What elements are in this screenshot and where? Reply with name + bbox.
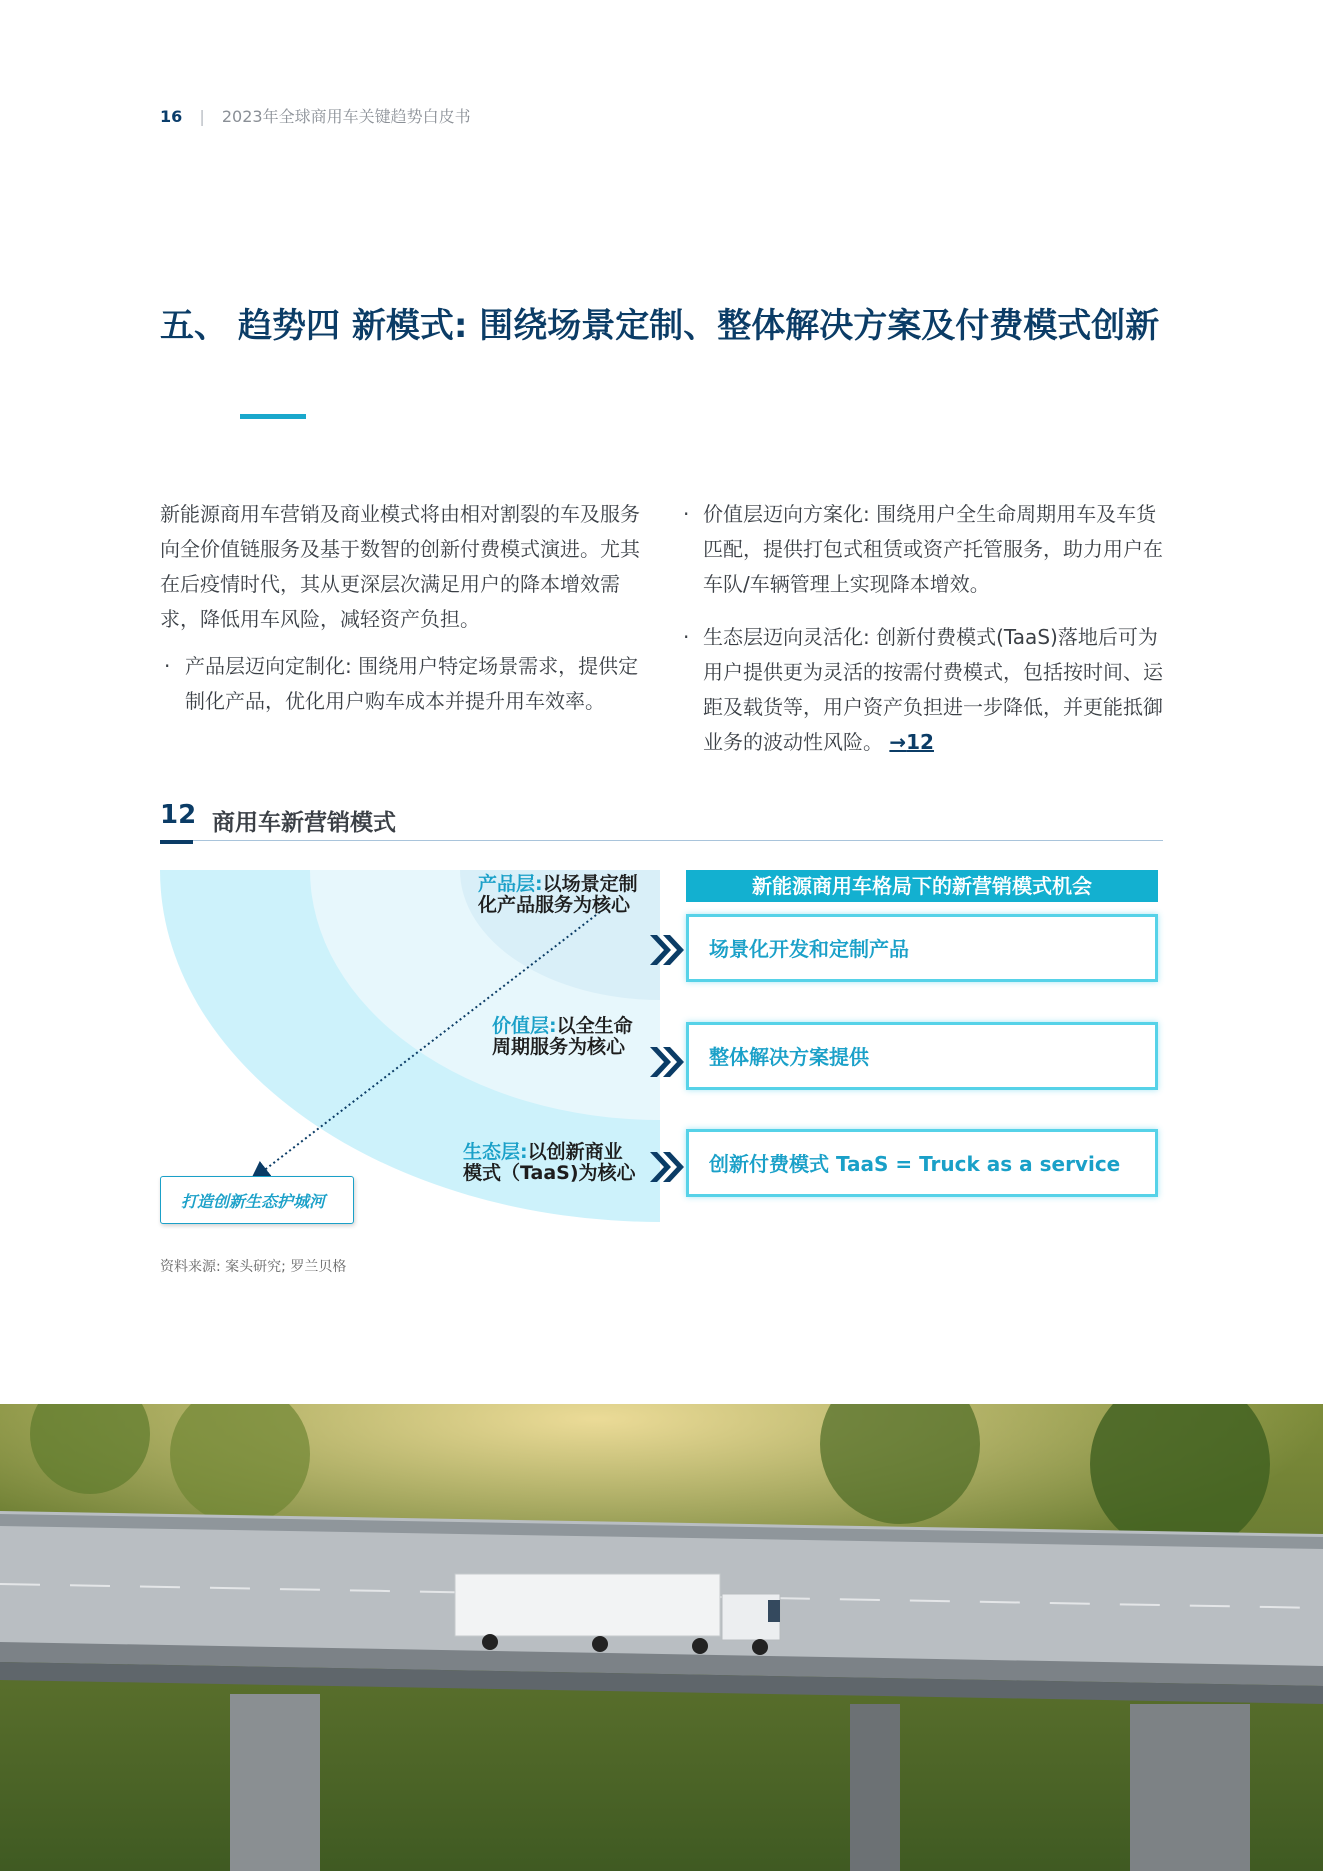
- ecosystem-layer-label: [463, 1142, 636, 1184]
- title-underline: [240, 414, 306, 419]
- opportunity-box: [686, 1129, 1158, 1197]
- bullet-product-layer: [160, 649, 650, 719]
- layer-desc-line1: 以场景定制: [542, 873, 638, 895]
- reference-number: 12: [906, 730, 934, 754]
- figure-number: 12: [160, 800, 197, 830]
- layer-desc-line1: 以全生命: [556, 1015, 633, 1037]
- section-title-text: 趋势四 新模式: 围绕场景定制、整体解决方案及付费模式创新: [238, 306, 1160, 346]
- bullet-value-layer: [683, 497, 1163, 602]
- opportunity-text: 整体解决方案提供: [709, 1045, 869, 1069]
- reference-arrow: →: [889, 730, 907, 754]
- layer-desc-line2: 周期服务为核心: [492, 1036, 626, 1058]
- body-left-column: [160, 497, 650, 719]
- layer-desc-line2: 化产品服务为核心: [478, 894, 631, 916]
- bullet-ecosystem-layer: [683, 620, 1163, 760]
- bullet-text: 生态层迈向灵活化: 创新付费模式(TaaS)落地后可为用户提供更为灵活的按需付费模式，包括按时间、运距及载货等，用户资产负担进一步降低，并更能抵御业务的波动性风险。: [703, 625, 1163, 754]
- section-number: 五、: [160, 306, 228, 346]
- layer-desc-line1: 以创新商业: [527, 1141, 623, 1163]
- product-layer-label: [478, 874, 638, 916]
- opportunity-text: 创新付费模式 TaaS = Truck as a service: [709, 1152, 1121, 1176]
- page-header: [160, 104, 471, 127]
- photo-illustration: [0, 1404, 1323, 1871]
- intro-paragraph: 新能源商用车营销及商业模式将由相对割裂的车及服务向全价值链服务及基于数智的创新付费模式演进。尤其在后疫情时代，其从更深层次满足用户的降本增效需求，降低用车风险，减轻资产负担。: [160, 502, 640, 631]
- ecosystem-moat-box: [160, 1176, 354, 1224]
- figure-title: [160, 800, 1163, 841]
- page-number: 16: [160, 107, 183, 126]
- layer-key: 生态层:: [463, 1141, 528, 1163]
- opportunity-text: 场景化开发和定制产品: [709, 937, 909, 961]
- bullet-dot: ·: [164, 654, 171, 678]
- figure-number-underline: [160, 840, 193, 844]
- bullet-dot: ·: [683, 625, 690, 649]
- opportunity-box: [686, 914, 1158, 982]
- header-separator: |: [199, 107, 205, 126]
- marketing-model-diagram: [160, 870, 1163, 1230]
- layer-key: 产品层:: [478, 873, 543, 895]
- figure-reference-link[interactable]: [889, 730, 934, 754]
- source-note: 资料来源: 案头研究; 罗兰贝格: [160, 1259, 347, 1275]
- layer-desc-line2: 模式（TaaS)为核心: [463, 1162, 636, 1184]
- layer-key: 价值层:: [492, 1015, 557, 1037]
- document-title: 2023年全球商用车关键趋势白皮书: [221, 107, 471, 126]
- bullet-text: 产品层迈向定制化: 围绕用户特定场景需求，提供定制化产品，优化用户购车成本并提升用车效率。: [185, 654, 639, 713]
- moat-label: 打造创新生态护城河: [181, 1192, 326, 1211]
- bullet-dot: ·: [683, 502, 690, 526]
- opportunity-box: [686, 1022, 1158, 1090]
- figure-name: 商用车新营销模式: [212, 810, 396, 836]
- bullet-text: 价值层迈向方案化: 围绕用户全生命周期用车及车货匹配，提供打包式租赁或资产托管服务，助力用户在车队/车辆管理上实现降本增效。: [703, 502, 1163, 596]
- body-right-column: [683, 497, 1163, 778]
- opportunity-header: 新能源商用车格局下的新营销模式机会: [686, 870, 1158, 902]
- value-layer-label: [492, 1016, 633, 1058]
- truck-bridge-photo: [0, 1404, 1323, 1871]
